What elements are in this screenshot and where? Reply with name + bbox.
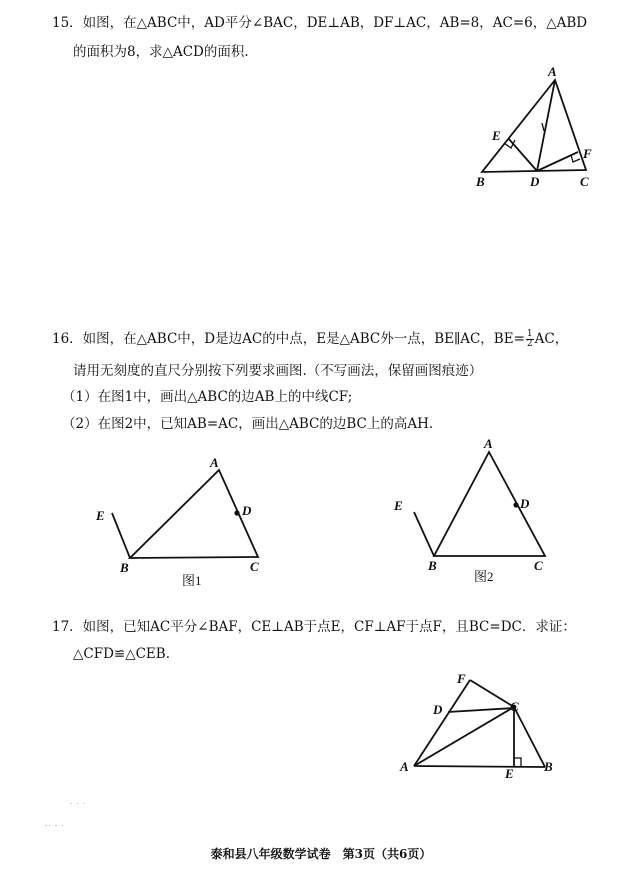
q16-fraction-numerator: 1 — [526, 329, 533, 339]
fig2-label-b: B — [428, 558, 437, 573]
q17-segment-fc — [470, 680, 514, 707]
q15-label-f: F — [583, 146, 592, 161]
q16-fraction-denominator: 2 — [526, 339, 533, 349]
fig2-caption: 图2 — [474, 569, 494, 584]
q16-line1-post: AC， — [534, 331, 569, 347]
q17-label-c: C — [510, 699, 519, 714]
q16-part2: （2）在图2中，已知AB=AC，画出△ABC的边BC上的高AH. — [62, 416, 434, 432]
q17-segment-ab — [414, 766, 545, 767]
q15-label-c: C — [580, 174, 589, 189]
q15-line2: 的面积为8，求△ACD的面积. — [73, 44, 249, 60]
q17-label-b: B — [544, 759, 553, 774]
scan-noise-mark: · · · — [70, 800, 87, 808]
fig1-label-a: A — [210, 455, 219, 470]
fig1-caption: 图1 — [182, 573, 202, 588]
q15-label-e: E — [492, 128, 501, 143]
q17-right-angle-e — [514, 758, 521, 766]
q16-line1-pre: 16．如图，在△ABC中，D是边AC的中点，E是△ABC外一点，BE∥AC，BE= — [52, 331, 525, 347]
q15-label-d: D — [530, 174, 540, 189]
q17-label-d: D — [433, 702, 443, 717]
fig1-label-c: C — [250, 559, 259, 574]
q17-label-f: F — [457, 671, 466, 686]
q17-line2: △CFD≌△CEB. — [73, 646, 170, 662]
q17-segment-ac — [414, 707, 514, 766]
q17-line1: 17．如图，已知AC平分∠BAF，CE⊥AB于点E，CF⊥AF于点F，且BC=DC．求证： — [52, 619, 576, 635]
q17-label-a: A — [400, 759, 409, 774]
fig2-label-a: A — [484, 436, 493, 451]
page-footer: 泰和县八年级数学试卷 第3页（共6页） — [210, 847, 432, 861]
fig1-label-b: B — [120, 560, 129, 575]
fig2-label-c: C — [534, 558, 543, 573]
q16-line2: 请用无刻度的直尺分别按下列要求画图.（不写画法，保留画图痕迹） — [73, 363, 483, 379]
scan-noise-mark: -· - · — [45, 822, 65, 830]
fig2-label-d: D — [520, 496, 530, 511]
q16-part1: （1）在图1中，画出△ABC的边AB上的中线CF; — [62, 389, 353, 405]
q17-segment-af — [414, 680, 470, 766]
fig1-label-d: D — [242, 503, 252, 518]
q17-label-e: E — [505, 766, 514, 781]
q17-segment-dc — [448, 708, 514, 712]
q15-label-b: B — [476, 174, 485, 189]
fig1-label-e: E — [96, 508, 105, 523]
fig2-label-e: E — [394, 498, 403, 513]
q15-line1: 15．如图，在△ABC中，AD平分∠BAC，DE⊥AB，DF⊥AC，AB=8，AC=6，△ABD — [52, 15, 588, 31]
q15-label-a: A — [548, 64, 557, 79]
